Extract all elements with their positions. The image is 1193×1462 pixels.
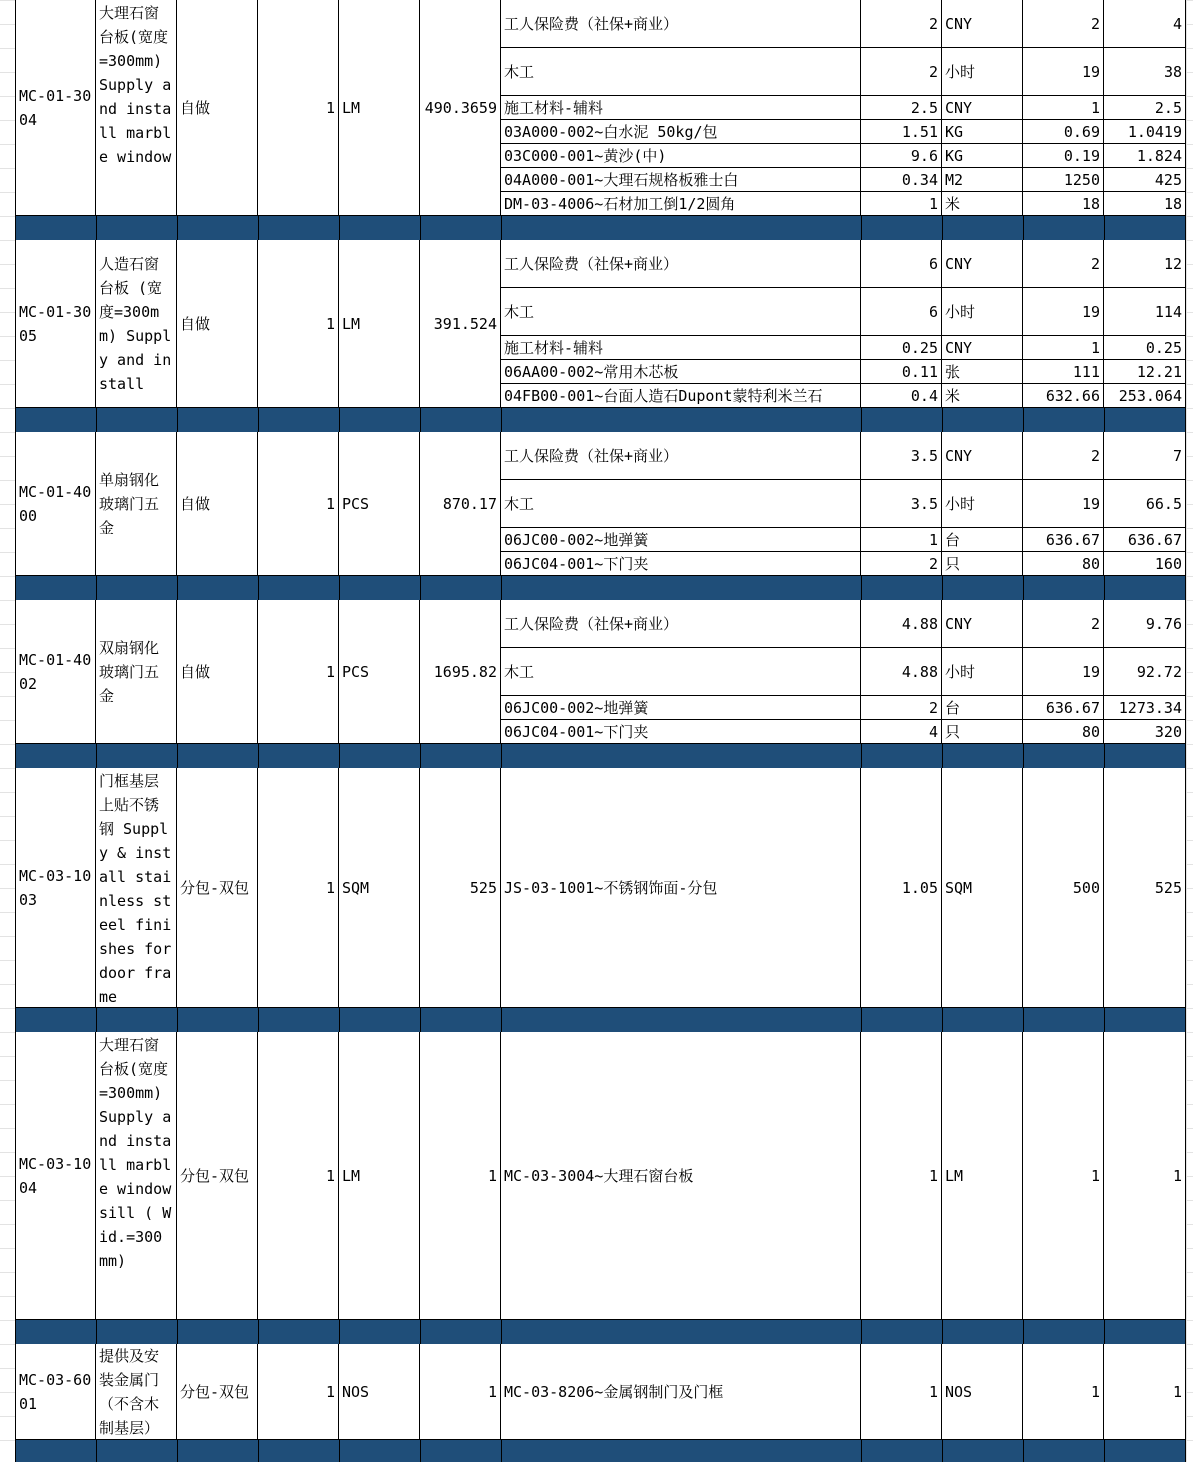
separator-divider: [942, 216, 943, 240]
separator-divider: [1104, 1440, 1105, 1462]
detail-qty-cell[interactable]: 0.25: [861, 336, 942, 360]
detail-name-cell[interactable]: 06JC00-002~地弹簧: [501, 528, 861, 552]
item-unit-cell[interactable]: NOS: [339, 1344, 420, 1440]
detail-qty-cell[interactable]: 2: [861, 696, 942, 720]
detail-unit-cell[interactable]: 小时: [942, 288, 1023, 336]
detail-unit-cell[interactable]: CNY: [942, 96, 1023, 120]
item-description-cell[interactable]: 双扇钢化玻璃门五金: [96, 600, 177, 744]
detail-name-cell[interactable]: MC-03-8206~金属钢制门及门框: [501, 1344, 861, 1440]
detail-rate-cell[interactable]: 19: [1023, 480, 1104, 528]
detail-rate-cell[interactable]: 1: [1023, 96, 1104, 120]
detail-rate-cell[interactable]: 1: [1023, 1032, 1104, 1320]
detail-unit-cell[interactable]: NOS: [942, 1344, 1023, 1440]
detail-rate-cell[interactable]: 1250: [1023, 168, 1104, 192]
separator-divider: [96, 576, 97, 600]
separator-divider: [339, 1320, 340, 1344]
separator-divider: [942, 408, 943, 432]
separator-row: [15, 576, 1186, 600]
item-code-cell[interactable]: MC-03-1003: [15, 768, 96, 1008]
detail-rate-cell[interactable]: 19: [1023, 48, 1104, 96]
detail-qty-cell[interactable]: 2: [861, 552, 942, 576]
detail-name-cell[interactable]: 06JC00-002~地弹簧: [501, 696, 861, 720]
detail-amount-cell[interactable]: 1.824: [1104, 144, 1186, 168]
detail-unit-cell[interactable]: KG: [942, 120, 1023, 144]
detail-name-cell[interactable]: 木工: [501, 48, 861, 96]
separator-row: [15, 1320, 1186, 1344]
detail-rate-cell[interactable]: 19: [1023, 648, 1104, 696]
detail-amount-cell[interactable]: 1273.34: [1104, 696, 1186, 720]
separator-divider: [1104, 408, 1105, 432]
item-block: [15, 240, 1186, 408]
separator-divider: [501, 408, 502, 432]
detail-unit-cell[interactable]: 只: [942, 552, 1023, 576]
detail-unit-cell[interactable]: 台: [942, 696, 1023, 720]
detail-qty-cell[interactable]: 1: [861, 1344, 942, 1440]
detail-unit-cell[interactable]: 台: [942, 528, 1023, 552]
detail-amount-cell[interactable]: 1: [1104, 1344, 1186, 1440]
separator-divider: [861, 744, 862, 768]
separator-divider: [942, 1440, 943, 1462]
separator-divider: [339, 408, 340, 432]
separator-row: [15, 1440, 1186, 1462]
item-qty-cell[interactable]: 1: [258, 600, 339, 744]
detail-name-cell[interactable]: 06AA00-002~常用木芯板: [501, 360, 861, 384]
detail-unit-cell[interactable]: 米: [942, 192, 1023, 216]
item-type-cell[interactable]: 自做: [177, 240, 258, 408]
detail-name-cell[interactable]: 木工: [501, 480, 861, 528]
separator-divider: [258, 408, 259, 432]
separator-divider: [96, 216, 97, 240]
item-type-cell[interactable]: 分包-双包: [177, 1032, 258, 1320]
item-type-cell[interactable]: 分包-双包: [177, 768, 258, 1008]
separator-divider: [258, 1440, 259, 1462]
separator-divider: [96, 408, 97, 432]
detail-rate-cell[interactable]: 2: [1023, 0, 1104, 48]
detail-unit-cell[interactable]: CNY: [942, 600, 1023, 648]
detail-unit-cell[interactable]: M2: [942, 168, 1023, 192]
item-price-cell[interactable]: 1695.82: [420, 600, 501, 744]
separator-divider: [420, 408, 421, 432]
separator-divider: [1023, 216, 1024, 240]
detail-rate-cell[interactable]: 80: [1023, 720, 1104, 744]
detail-name-cell[interactable]: 工人保险费（社保+商业）: [501, 600, 861, 648]
item-unit-cell[interactable]: SQM: [339, 768, 420, 1008]
separator-divider: [177, 1440, 178, 1462]
separator-divider: [177, 576, 178, 600]
separator-divider: [1104, 1320, 1105, 1344]
detail-unit-cell[interactable]: 小时: [942, 48, 1023, 96]
separator-divider: [420, 744, 421, 768]
item-block: [15, 1032, 1186, 1320]
separator-divider: [1023, 576, 1024, 600]
detail-amount-cell[interactable]: 636.67: [1104, 528, 1186, 552]
separator-divider: [96, 1008, 97, 1032]
detail-amount-cell[interactable]: 12.21: [1104, 360, 1186, 384]
detail-rate-cell[interactable]: 19: [1023, 288, 1104, 336]
detail-amount-cell[interactable]: 92.72: [1104, 648, 1186, 696]
item-unit-cell[interactable]: LM: [339, 1032, 420, 1320]
separator-divider: [258, 744, 259, 768]
separator-divider: [420, 1440, 421, 1462]
item-price-cell[interactable]: 490.3659: [420, 0, 501, 216]
detail-unit-cell[interactable]: CNY: [942, 240, 1023, 288]
detail-name-cell[interactable]: DM-03-4006~石材加工倒1/2圆角: [501, 192, 861, 216]
detail-name-cell[interactable]: MC-03-3004~大理石窗台板: [501, 1032, 861, 1320]
item-unit-cell[interactable]: PCS: [339, 432, 420, 576]
separator-row: [15, 408, 1186, 432]
item-code-cell[interactable]: MC-03-1004: [15, 1032, 96, 1320]
detail-rate-cell[interactable]: 636.67: [1023, 528, 1104, 552]
separator-divider: [339, 1008, 340, 1032]
detail-unit-cell[interactable]: CNY: [942, 336, 1023, 360]
detail-name-cell[interactable]: 04FB00-001~台面人造石Dupont蒙特利米兰石: [501, 384, 861, 408]
detail-unit-cell[interactable]: CNY: [942, 0, 1023, 48]
item-code-cell[interactable]: MC-01-3004: [15, 0, 96, 216]
separator-divider: [861, 216, 862, 240]
item-block: [15, 1344, 1186, 1440]
gridline: [1186, 0, 1187, 1462]
detail-unit-cell[interactable]: CNY: [942, 432, 1023, 480]
separator-row: [15, 216, 1186, 240]
separator-divider: [501, 216, 502, 240]
item-code-cell[interactable]: MC-01-4002: [15, 600, 96, 744]
separator-divider: [258, 216, 259, 240]
separator-divider: [420, 1320, 421, 1344]
separator-divider: [420, 1008, 421, 1032]
separator-divider: [1023, 1008, 1024, 1032]
detail-amount-cell[interactable]: 1.0419: [1104, 120, 1186, 144]
separator-divider: [942, 1008, 943, 1032]
detail-qty-cell[interactable]: 0.34: [861, 168, 942, 192]
detail-name-cell[interactable]: 04A000-001~大理石规格板雅士白: [501, 168, 861, 192]
separator-divider: [339, 1440, 340, 1462]
item-block: [15, 0, 1186, 216]
separator-row: [15, 1008, 1186, 1032]
detail-unit-cell[interactable]: SQM: [942, 768, 1023, 1008]
separator-divider: [942, 576, 943, 600]
detail-rate-cell[interactable]: 2: [1023, 600, 1104, 648]
detail-amount-cell[interactable]: 160: [1104, 552, 1186, 576]
separator-divider: [339, 216, 340, 240]
separator-divider: [177, 1320, 178, 1344]
detail-rate-cell[interactable]: 636.67: [1023, 696, 1104, 720]
detail-amount-cell[interactable]: 525: [1104, 768, 1186, 1008]
separator-divider: [1023, 1440, 1024, 1462]
item-qty-cell[interactable]: 1: [258, 768, 339, 1008]
separator-divider: [861, 576, 862, 600]
detail-rate-cell[interactable]: 111: [1023, 360, 1104, 384]
detail-amount-cell[interactable]: 9.76: [1104, 600, 1186, 648]
separator-divider: [861, 408, 862, 432]
item-type-cell[interactable]: 自做: [177, 0, 258, 216]
detail-rate-cell[interactable]: 2: [1023, 240, 1104, 288]
detail-qty-cell[interactable]: 6: [861, 240, 942, 288]
detail-amount-cell[interactable]: 253.064: [1104, 384, 1186, 408]
detail-rate-cell[interactable]: 0.69: [1023, 120, 1104, 144]
separator-divider: [339, 744, 340, 768]
item-price-cell[interactable]: 525: [420, 768, 501, 1008]
separator-divider: [1104, 576, 1105, 600]
separator-divider: [501, 1320, 502, 1344]
separator-row: [15, 744, 1186, 768]
item-unit-cell[interactable]: LM: [339, 0, 420, 216]
detail-name-cell[interactable]: 木工: [501, 288, 861, 336]
separator-divider: [177, 744, 178, 768]
detail-unit-cell[interactable]: 小时: [942, 648, 1023, 696]
item-block: [15, 600, 1186, 744]
item-unit-cell[interactable]: PCS: [339, 600, 420, 744]
detail-name-cell[interactable]: 工人保险费（社保+商业）: [501, 0, 861, 48]
separator-divider: [1104, 216, 1105, 240]
separator-divider: [861, 1320, 862, 1344]
detail-qty-cell[interactable]: 2: [861, 48, 942, 96]
detail-qty-cell[interactable]: 4.88: [861, 648, 942, 696]
item-qty-cell[interactable]: 1: [258, 240, 339, 408]
item-price-cell[interactable]: 391.524: [420, 240, 501, 408]
detail-unit-cell[interactable]: LM: [942, 1032, 1023, 1320]
item-price-cell[interactable]: 870.17: [420, 432, 501, 576]
separator-divider: [258, 1320, 259, 1344]
separator-divider: [942, 1320, 943, 1344]
detail-amount-cell[interactable]: 66.5: [1104, 480, 1186, 528]
item-qty-cell[interactable]: 1: [258, 432, 339, 576]
detail-qty-cell[interactable]: 0.11: [861, 360, 942, 384]
separator-divider: [1023, 1320, 1024, 1344]
detail-rate-cell[interactable]: 632.66: [1023, 384, 1104, 408]
separator-divider: [1023, 744, 1024, 768]
detail-qty-cell[interactable]: 0.4: [861, 384, 942, 408]
detail-amount-cell[interactable]: 7: [1104, 432, 1186, 480]
detail-amount-cell[interactable]: 1: [1104, 1032, 1186, 1320]
detail-rate-cell[interactable]: 2: [1023, 432, 1104, 480]
item-block: [15, 768, 1186, 1008]
detail-qty-cell[interactable]: 1: [861, 528, 942, 552]
detail-amount-cell[interactable]: 12: [1104, 240, 1186, 288]
detail-name-cell[interactable]: 06JC04-001~下门夹: [501, 720, 861, 744]
detail-rate-cell[interactable]: 80: [1023, 552, 1104, 576]
detail-qty-cell[interactable]: 1: [861, 1032, 942, 1320]
separator-divider: [177, 216, 178, 240]
detail-unit-cell[interactable]: KG: [942, 144, 1023, 168]
detail-amount-cell[interactable]: 0.25: [1104, 336, 1186, 360]
detail-unit-cell[interactable]: 小时: [942, 480, 1023, 528]
detail-amount-cell[interactable]: 320: [1104, 720, 1186, 744]
separator-divider: [1104, 1008, 1105, 1032]
detail-unit-cell[interactable]: 只: [942, 720, 1023, 744]
detail-name-cell[interactable]: JS-03-1001~不锈钢饰面-分包: [501, 768, 861, 1008]
detail-amount-cell[interactable]: 2.5: [1104, 96, 1186, 120]
separator-divider: [942, 744, 943, 768]
detail-amount-cell[interactable]: 114: [1104, 288, 1186, 336]
detail-qty-cell[interactable]: 1.05: [861, 768, 942, 1008]
separator-divider: [96, 744, 97, 768]
separator-divider: [339, 576, 340, 600]
item-description-cell[interactable]: 大理石窗台板(宽度=300mm) Supply and install marble window sill ( Wid.=300 mm): [96, 1032, 177, 1320]
detail-name-cell[interactable]: 03C000-001~黄沙(中): [501, 144, 861, 168]
item-code-cell[interactable]: MC-01-3005: [15, 240, 96, 408]
detail-qty-cell[interactable]: 2.5: [861, 96, 942, 120]
detail-rate-cell[interactable]: 500: [1023, 768, 1104, 1008]
detail-qty-cell[interactable]: 6: [861, 288, 942, 336]
detail-amount-cell[interactable]: 18: [1104, 192, 1186, 216]
detail-amount-cell[interactable]: 4: [1104, 0, 1186, 48]
item-description-cell[interactable]: 大理石窗台板(宽度=300mm) Supply and install marble window: [96, 0, 177, 216]
separator-divider: [177, 1008, 178, 1032]
separator-divider: [420, 216, 421, 240]
detail-name-cell[interactable]: 03A000-002~白水泥 50kg/包: [501, 120, 861, 144]
separator-divider: [501, 744, 502, 768]
detail-amount-cell[interactable]: 425: [1104, 168, 1186, 192]
separator-divider: [501, 1008, 502, 1032]
item-code-cell[interactable]: MC-03-6001: [15, 1344, 96, 1440]
separator-divider: [861, 1440, 862, 1462]
item-qty-cell[interactable]: 1: [258, 1344, 339, 1440]
separator-divider: [861, 1008, 862, 1032]
item-description-cell[interactable]: 提供及安装金属门（不含木制基层）: [96, 1344, 177, 1440]
detail-qty-cell[interactable]: 4.88: [861, 600, 942, 648]
detail-name-cell[interactable]: 工人保险费（社保+商业）: [501, 432, 861, 480]
detail-rate-cell[interactable]: 0.19: [1023, 144, 1104, 168]
separator-divider: [96, 1440, 97, 1462]
detail-name-cell[interactable]: 06JC04-001~下门夹: [501, 552, 861, 576]
detail-qty-cell[interactable]: 9.6: [861, 144, 942, 168]
separator-divider: [258, 576, 259, 600]
item-description-cell[interactable]: 人造石窗台板 (宽度=300mm) Supply and install: [96, 240, 177, 408]
separator-divider: [258, 1008, 259, 1032]
detail-unit-cell[interactable]: 米: [942, 384, 1023, 408]
separator-divider: [501, 1440, 502, 1462]
item-qty-cell[interactable]: 1: [258, 1032, 339, 1320]
detail-amount-cell[interactable]: 38: [1104, 48, 1186, 96]
item-description-cell[interactable]: 门框基层上贴不锈钢 Supply & install stainless steel finishes for door frame: [96, 768, 177, 1008]
item-description-cell[interactable]: 单扇钢化玻璃门五金: [96, 432, 177, 576]
detail-name-cell[interactable]: 木工: [501, 648, 861, 696]
item-type-cell[interactable]: 自做: [177, 432, 258, 576]
detail-unit-cell[interactable]: 张: [942, 360, 1023, 384]
item-block: [15, 432, 1186, 576]
separator-divider: [1023, 408, 1024, 432]
item-price-cell[interactable]: 1: [420, 1344, 501, 1440]
detail-qty-cell[interactable]: 1.51: [861, 120, 942, 144]
separator-divider: [420, 576, 421, 600]
item-type-cell[interactable]: 自做: [177, 600, 258, 744]
separator-divider: [177, 408, 178, 432]
separator-divider: [501, 576, 502, 600]
item-price-cell[interactable]: 1: [420, 1032, 501, 1320]
detail-name-cell[interactable]: 工人保险费（社保+商业）: [501, 240, 861, 288]
separator-divider: [96, 1320, 97, 1344]
detail-qty-cell[interactable]: 4: [861, 720, 942, 744]
item-code-cell[interactable]: MC-01-4000: [15, 432, 96, 576]
separator-divider: [1104, 744, 1105, 768]
detail-rate-cell[interactable]: 1: [1023, 336, 1104, 360]
detail-qty-cell[interactable]: 3.5: [861, 432, 942, 480]
item-type-cell[interactable]: 分包-双包: [177, 1344, 258, 1440]
detail-name-cell[interactable]: 施工材料-辅料: [501, 336, 861, 360]
detail-rate-cell[interactable]: 1: [1023, 1344, 1104, 1440]
detail-qty-cell[interactable]: 2: [861, 0, 942, 48]
detail-rate-cell[interactable]: 18: [1023, 192, 1104, 216]
detail-qty-cell[interactable]: 3.5: [861, 480, 942, 528]
item-unit-cell[interactable]: LM: [339, 240, 420, 408]
detail-name-cell[interactable]: 施工材料-辅料: [501, 96, 861, 120]
item-qty-cell[interactable]: 1: [258, 0, 339, 216]
detail-qty-cell[interactable]: 1: [861, 192, 942, 216]
